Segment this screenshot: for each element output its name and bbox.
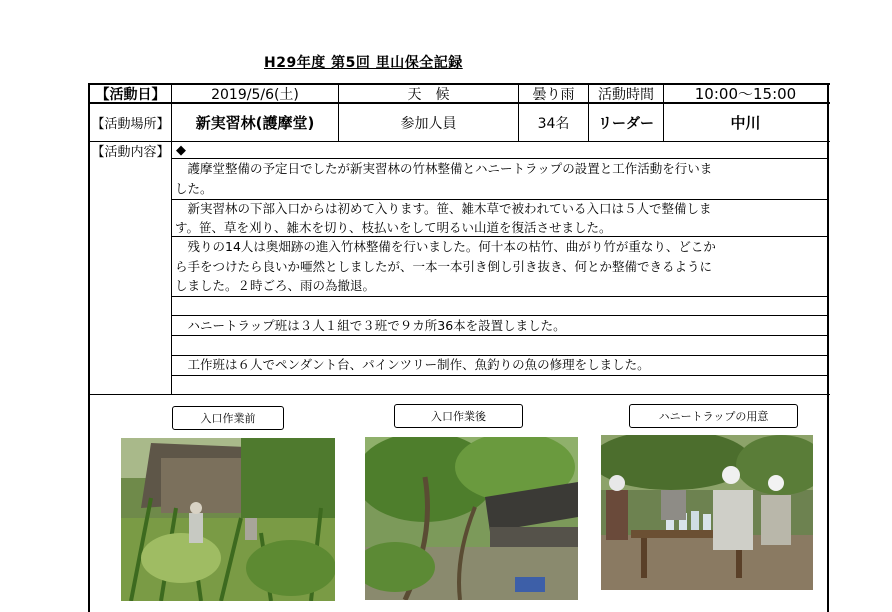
content-line: 護摩堂整備の予定日でしたが新実習林の竹林整備とハニートラップの設置と工作活動を行いま — [175, 161, 713, 176]
photo-caption-before: 入口作業前 — [172, 406, 284, 430]
content-line: す。笹、草を刈り、雑木を切り、枝払いをして明るい山道を復活させました。 — [175, 220, 612, 235]
date-label: 【活動日】 — [95, 86, 166, 102]
content-line: 工作班は６人でペンダント台、パインツリー制作、魚釣りの魚の修理をしました。 — [175, 357, 650, 372]
leader-label: リーダー — [598, 115, 654, 132]
photo-honeytrap-prep — [601, 435, 813, 590]
content-label: 【活動内容】 — [91, 145, 170, 159]
photo-caption-after: 入口作業後 — [394, 404, 523, 428]
participants-value: 34名 — [537, 115, 570, 132]
photo-before-work — [121, 438, 335, 601]
content-line: した。 — [175, 181, 213, 196]
content-line: ハニートラップ班は３人１組で３班で９カ所36本を設置しました。 — [175, 318, 566, 333]
content-line: ら手をつけたら良いか唖然としましたが、一本一本引き倒し引き抜き、何とか整備できるように — [175, 259, 713, 274]
place-value: 新実習林(護摩堂) — [195, 114, 315, 132]
date-value: 2019/5/6(土) — [211, 86, 299, 102]
photo-caption-honeytrap: ハニートラップの用意 — [629, 404, 798, 428]
time-label: 活動時間 — [598, 86, 654, 102]
content-line: 残りの14人は奥畑跡の進入竹林整備を行いました。何十本の枯竹、曲がり竹が重なり、どこか — [175, 239, 716, 254]
record-title: H29年度 第5回 里山保全記録 — [264, 55, 463, 71]
content-line: しました。２時ごろ、雨の為撤退。 — [175, 278, 376, 293]
photo-after-work — [365, 437, 578, 600]
content-line: 新実習林の下部入口からは初めて入ります。笹、雑木草で被われている入口は５人で整備しま — [175, 201, 712, 216]
weather-label: 天 候 — [407, 86, 450, 102]
time-value: 10:00〜15:00 — [694, 85, 797, 102]
content-bullet: ◆ — [176, 143, 186, 158]
leader-value: 中川 — [730, 114, 761, 132]
weather-value: 曇り雨 — [532, 86, 575, 102]
participants-label: 参加人員 — [400, 115, 457, 132]
place-label: 【活動場所】 — [91, 117, 170, 132]
